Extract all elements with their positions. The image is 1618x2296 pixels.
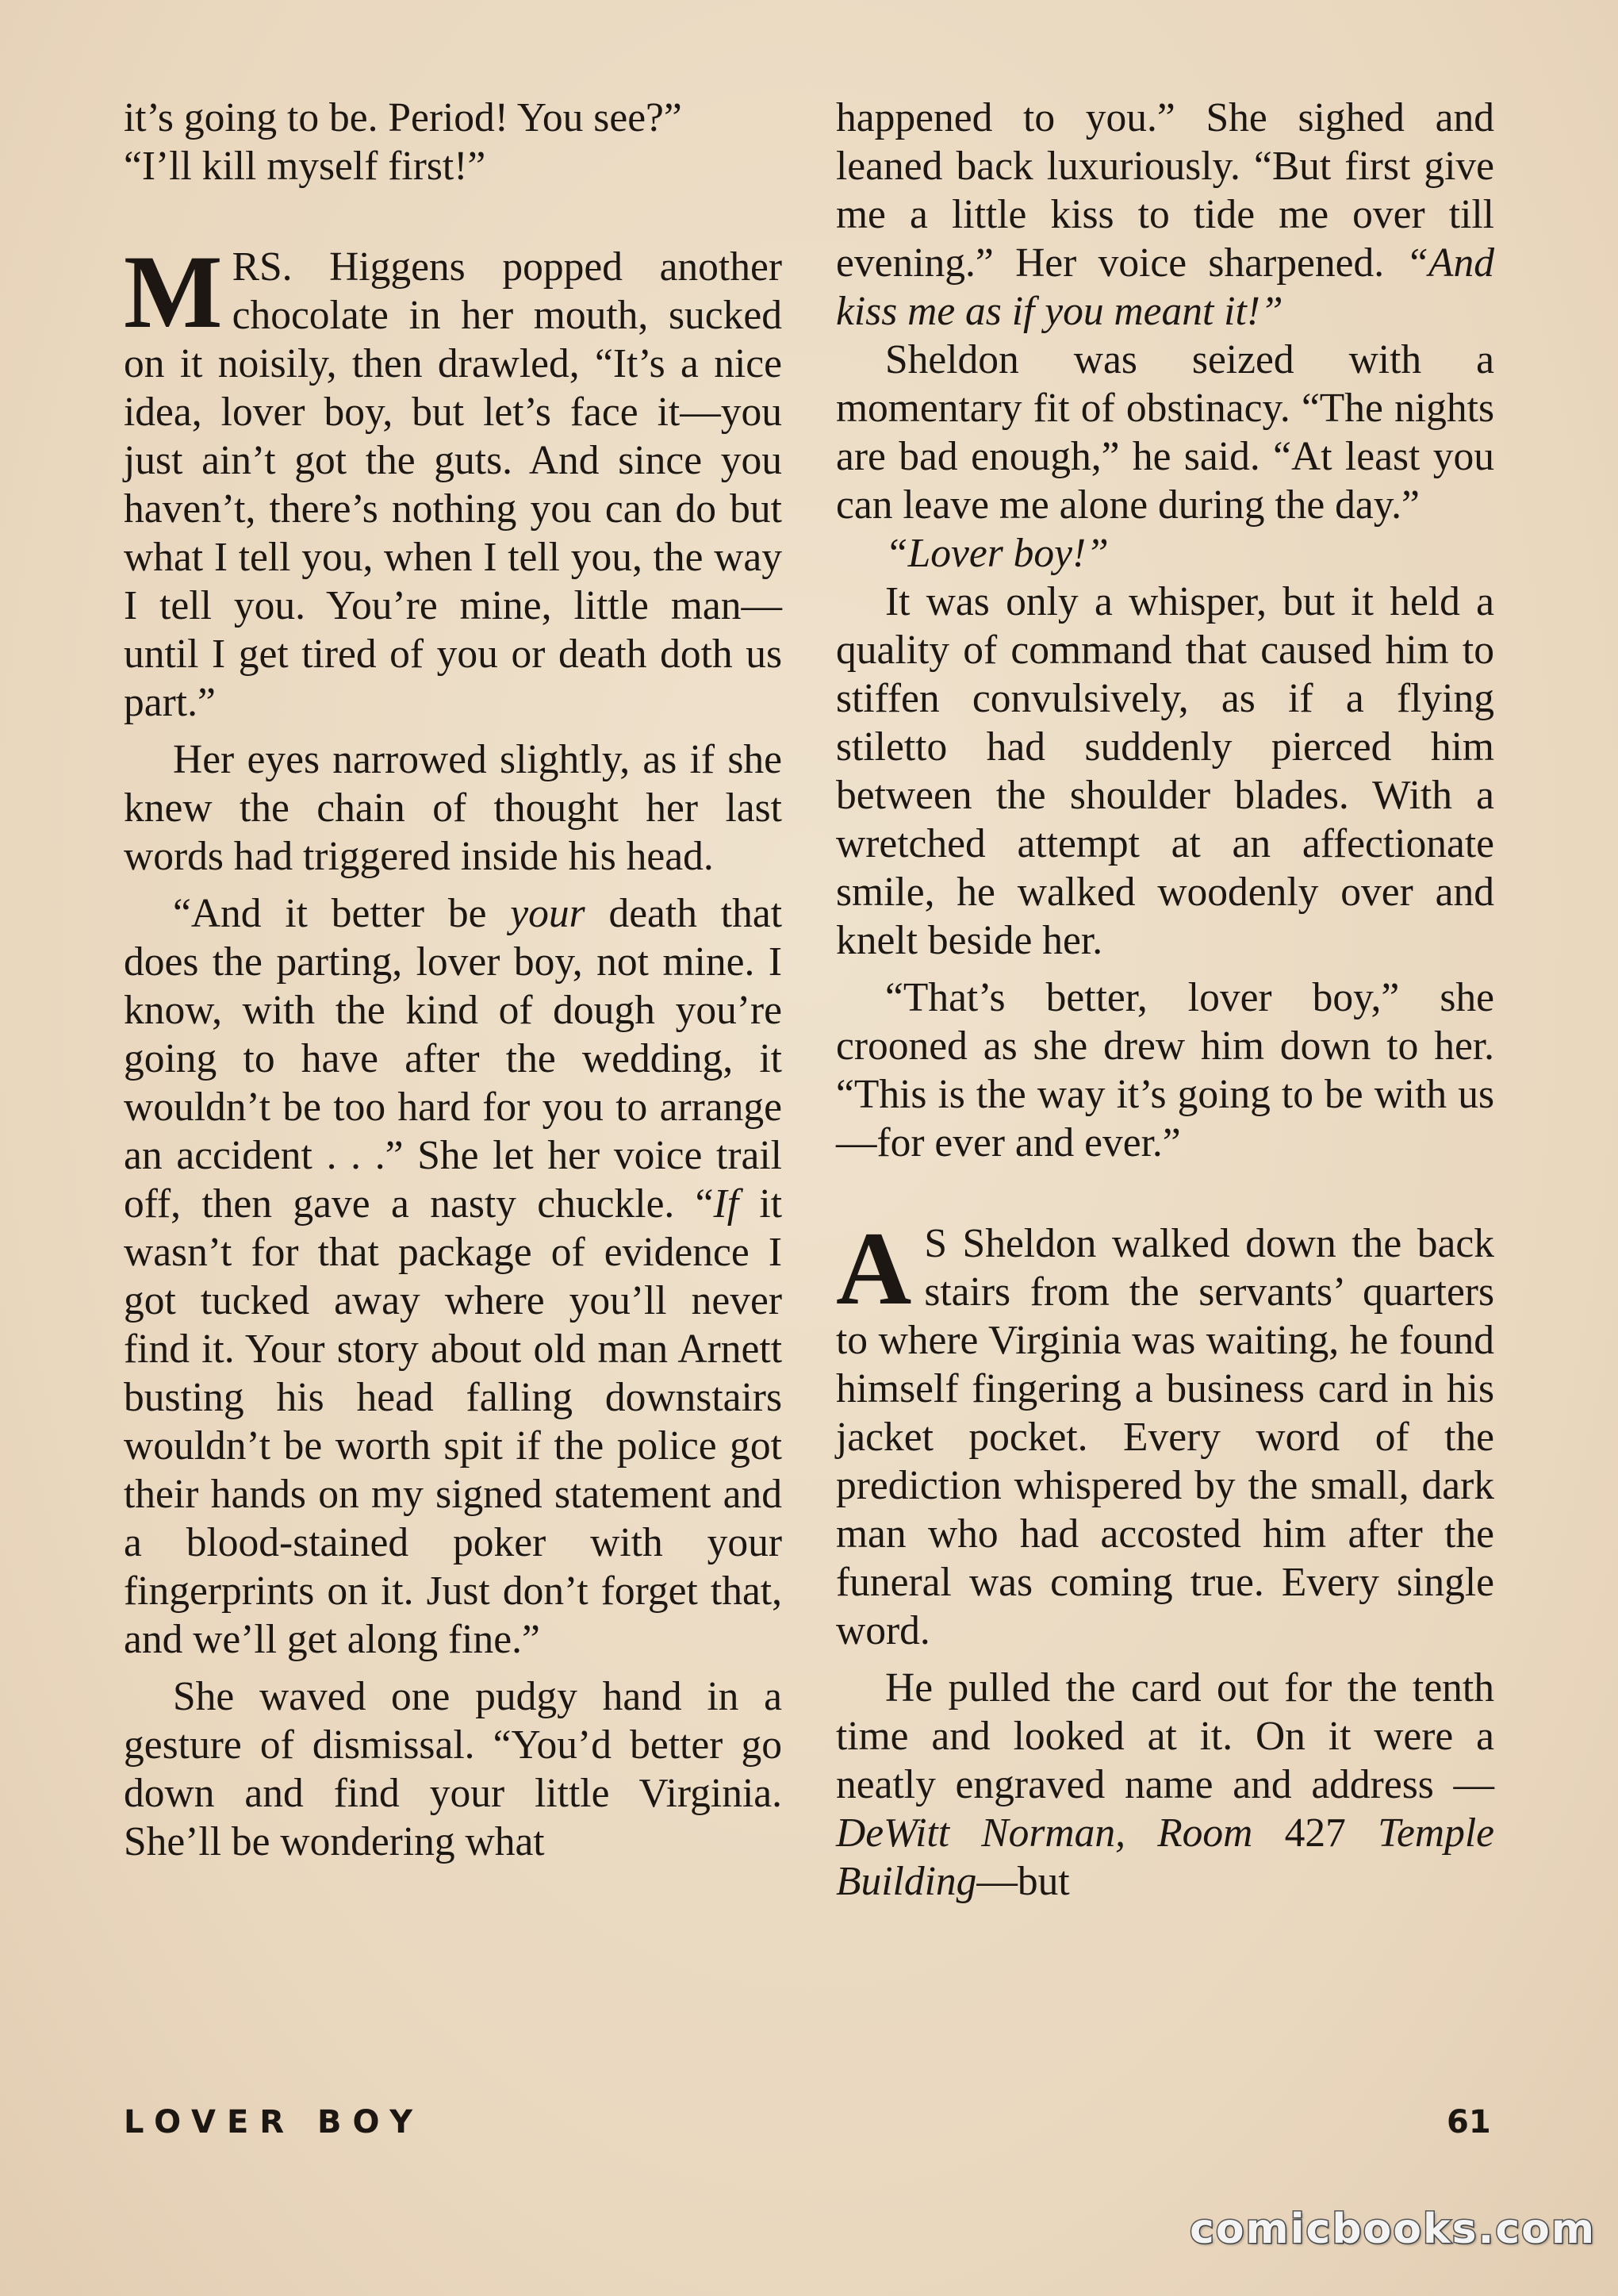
paragraph [124,889,782,1664]
paragraph-text: Sheldon was seized with a momentary fit of obstinacy. “The nights are bad enough,” he said. “At least you can leave me alone during the day.” [836,337,1494,528]
drop-cap: A [836,1210,912,1327]
left-column [124,94,782,1875]
paragraph [124,233,782,727]
paragraph-text: “And it better be [173,891,511,936]
paragraph-text: —but [976,1859,1070,1904]
paragraph [836,1210,1494,1655]
paragraph [836,336,1494,529]
emphasis-text: your [510,891,585,936]
paragraph-text: It was only a whisper, but it held a quality of command that caused him to stiffen convulsively, as if a flying stiletto had suddenly pierced him between the shoulder blades. With a wretched attempt at an affectionate smile, he walked woodenly over and knelt beside her. [836,579,1494,963]
paragraph [836,529,1494,578]
paragraph [124,735,782,881]
paragraph [124,94,782,142]
paragraph-text: 427 [1252,1810,1378,1856]
paragraph [836,578,1494,965]
emphasis-text: If [713,1181,739,1227]
drop-cap: M [124,233,223,350]
paragraph-text: “I’ll kill myself first!” [124,144,486,189]
paragraph [124,142,782,190]
page-number: 61 [1447,2104,1491,2141]
emphasis-text: “Lover boy!” [885,531,1109,576]
paragraph [836,973,1494,1167]
paragraph-text: it wasn’t for that package of evidence I got tucked away where you’ll never find it. Your story about old man Arnett busting his head falling downstairs wouldn’t be worth spit if the police got their hands on my signed statement and a blood-stained poker with your fingerprints on it. Just don’t forget that, and we’ll get along fine.” [124,1181,783,1662]
paragraph-text: it’s going to be. Period! You see?” [124,95,682,140]
emphasis-text: “And kiss me as if you meant it!” [836,240,1494,334]
emphasis-text: DeWitt Norman, Room [836,1810,1253,1856]
paragraph [124,1672,782,1866]
paragraph-text: death that does the parting, lover boy, not mine. I know, with the kind of dough you’re going to have after the wedding, it wouldn’t be too hard for you to arrange an accident . . .” She let her voice trail off, then gave a nasty chuckle. “ [124,891,782,1227]
paragraph [836,1664,1494,1906]
paragraph [836,94,1494,336]
paragraph-text: “That’s better, lover boy,” she crooned as she drew him down to her. “This is the way it’s going to be with us—for ever and ever.” [836,975,1494,1165]
right-column [836,94,1494,1914]
paragraph-text: She waved one pudgy hand in a gesture of dismissal. “You’d better go down and find your little Virginia. She’ll be wondering what [124,1674,782,1864]
paragraph-text: happened to you.” She sighed and leaned back luxuriously. “But first give me a little kiss to tide me over till evening.” Her voice sharpened. [836,95,1494,286]
paragraph-text: RS. Higgens popped another chocolate in her mouth, sucked on it noisily, then drawled, “It’s a nice idea, lover boy, but let’s face it—you just ain’t got the guts. And since you haven’t, there’s nothing you can do but what I tell you, when I tell you, the way I tell you. You’re mine, little man—until I get tired of you or death doth us part.” [124,244,782,725]
running-footer-title: LOVER BOY [124,2104,424,2141]
paragraph-text: Her eyes narrowed slightly, as if she knew the chain of thought her last words had triggered inside his head. [124,737,782,879]
watermark-logo: comicbooks.com [1190,2206,1597,2253]
paragraph-text: S Sheldon walked down the back stairs from the servants’ quarters to where Virginia was waiting, he found himself fingering a business card in his jacket pocket. Every word of the prediction whispered by the small, dark man who had accosted him after the funeral was coming true. Every single word. [836,1221,1494,1653]
paragraph-text: He pulled the card out for the tenth time and looked at it. On it were a neatly engraved name and address — [836,1665,1494,1807]
emphasis-text: Temple Building [836,1810,1494,1904]
